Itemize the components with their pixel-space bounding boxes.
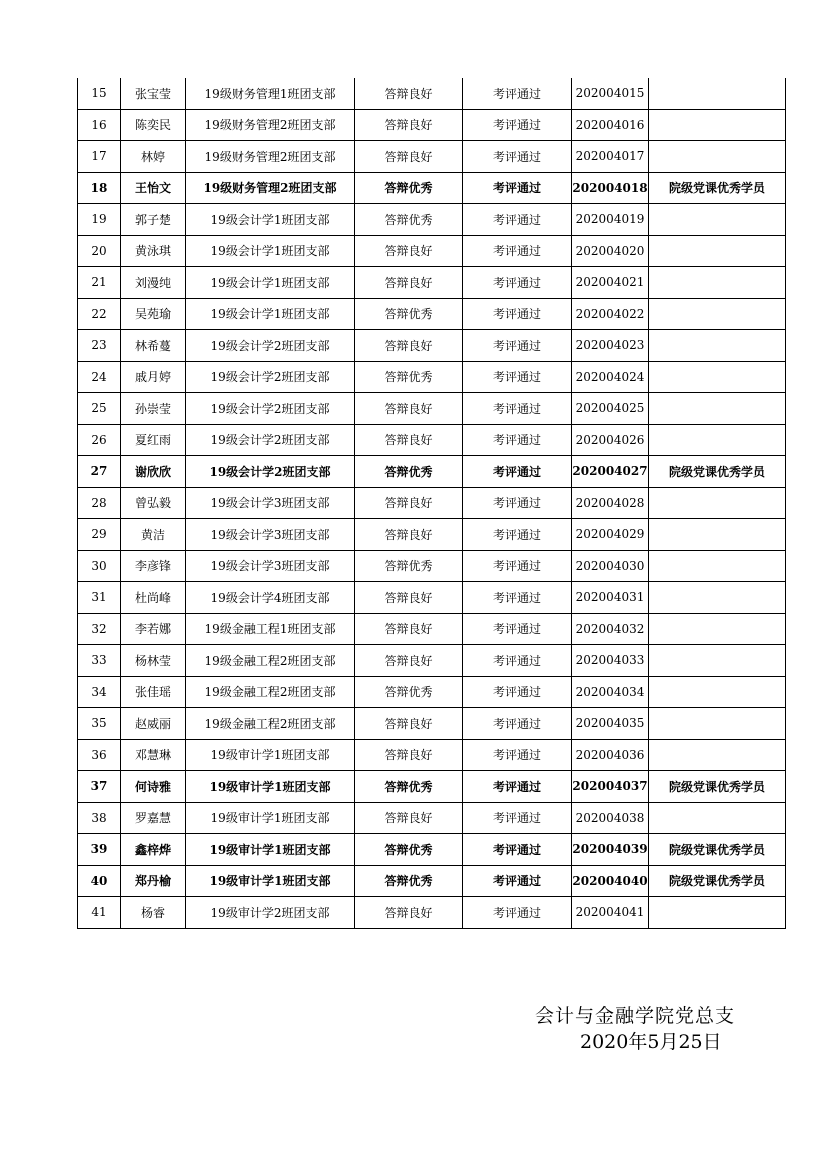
honor-note xyxy=(649,424,786,456)
league-branch: 19级审计学1班团支部 xyxy=(186,834,355,866)
student-code: 202004026 xyxy=(572,424,649,456)
review-result: 考评通过 xyxy=(463,834,572,866)
table-row xyxy=(78,172,786,204)
row-number: 15 xyxy=(78,78,121,109)
row-number: 40 xyxy=(78,865,121,897)
student-name: 李彦锋 xyxy=(121,550,186,582)
row-number: 37 xyxy=(78,771,121,803)
table-row xyxy=(78,582,786,614)
honor-note xyxy=(649,204,786,236)
row-number: 26 xyxy=(78,424,121,456)
honor-note xyxy=(649,141,786,173)
review-result: 考评通过 xyxy=(463,424,572,456)
row-number: 36 xyxy=(78,739,121,771)
league-branch: 19级会计学2班团支部 xyxy=(186,330,355,362)
league-branch: 19级会计学1班团支部 xyxy=(186,204,355,236)
student-code: 202004018 xyxy=(572,172,649,204)
honor-note xyxy=(649,676,786,708)
league-branch: 19级金融工程1班团支部 xyxy=(186,613,355,645)
table-row xyxy=(78,393,786,425)
student-name: 吴苑瑜 xyxy=(121,298,186,330)
honor-note xyxy=(649,708,786,740)
defense-result: 答辩良好 xyxy=(355,235,463,267)
honor-note xyxy=(649,393,786,425)
defense-result: 答辩良好 xyxy=(355,519,463,551)
student-code: 202004038 xyxy=(572,802,649,834)
league-branch: 19级会计学1班团支部 xyxy=(186,267,355,299)
league-branch: 19级审计学1班团支部 xyxy=(186,865,355,897)
student-name: 孙崇莹 xyxy=(121,393,186,425)
student-name: 罗嘉慧 xyxy=(121,802,186,834)
row-number: 18 xyxy=(78,172,121,204)
row-number: 30 xyxy=(78,550,121,582)
defense-result: 答辩良好 xyxy=(355,78,463,109)
review-result: 考评通过 xyxy=(463,172,572,204)
review-result: 考评通过 xyxy=(463,393,572,425)
league-branch: 19级财务管理1班团支部 xyxy=(186,78,355,109)
student-name: 刘漫纯 xyxy=(121,267,186,299)
row-number: 32 xyxy=(78,613,121,645)
defense-result: 答辩良好 xyxy=(355,393,463,425)
honor-note xyxy=(649,802,786,834)
league-branch: 19级财务管理2班团支部 xyxy=(186,172,355,204)
student-code: 202004036 xyxy=(572,739,649,771)
signature-block xyxy=(535,1003,765,1055)
defense-result: 答辩良好 xyxy=(355,141,463,173)
table-row xyxy=(78,771,786,803)
student-name: 何诗雅 xyxy=(121,771,186,803)
student-name: 黄洁 xyxy=(121,519,186,551)
row-number: 33 xyxy=(78,645,121,677)
league-branch: 19级财务管理2班团支部 xyxy=(186,109,355,141)
table-row xyxy=(78,550,786,582)
student-code: 202004031 xyxy=(572,582,649,614)
table-row xyxy=(78,361,786,393)
review-result: 考评通过 xyxy=(463,109,572,141)
table-row xyxy=(78,897,786,929)
defense-result: 答辩优秀 xyxy=(355,676,463,708)
league-branch: 19级会计学3班团支部 xyxy=(186,487,355,519)
review-result: 考评通过 xyxy=(463,613,572,645)
student-name: 黄泳琪 xyxy=(121,235,186,267)
defense-result: 答辩良好 xyxy=(355,424,463,456)
student-code: 202004016 xyxy=(572,109,649,141)
student-code: 202004041 xyxy=(572,897,649,929)
student-code: 202004029 xyxy=(572,519,649,551)
league-branch: 19级审计学1班团支部 xyxy=(186,802,355,834)
defense-result: 答辩优秀 xyxy=(355,456,463,488)
review-result: 考评通过 xyxy=(463,487,572,519)
defense-result: 答辩优秀 xyxy=(355,172,463,204)
league-branch: 19级审计学2班团支部 xyxy=(186,897,355,929)
defense-result: 答辩优秀 xyxy=(355,361,463,393)
row-number: 21 xyxy=(78,267,121,299)
honor-note xyxy=(649,267,786,299)
student-code: 202004022 xyxy=(572,298,649,330)
table-row xyxy=(78,676,786,708)
table-row xyxy=(78,865,786,897)
honor-note xyxy=(649,645,786,677)
defense-result: 答辩良好 xyxy=(355,487,463,519)
row-number: 38 xyxy=(78,802,121,834)
row-number: 16 xyxy=(78,109,121,141)
student-name: 杨林莹 xyxy=(121,645,186,677)
review-result: 考评通过 xyxy=(463,771,572,803)
league-branch: 19级会计学1班团支部 xyxy=(186,235,355,267)
student-code: 202004023 xyxy=(572,330,649,362)
table-row xyxy=(78,235,786,267)
honor-note: 院级党课优秀学员 xyxy=(649,456,786,488)
student-code: 202004034 xyxy=(572,676,649,708)
honor-note xyxy=(649,550,786,582)
defense-result: 答辩良好 xyxy=(355,645,463,677)
student-code: 202004035 xyxy=(572,708,649,740)
student-name: 郑丹榆 xyxy=(121,865,186,897)
honor-note: 院级党课优秀学员 xyxy=(649,865,786,897)
student-name: 林婷 xyxy=(121,141,186,173)
league-branch: 19级会计学1班团支部 xyxy=(186,298,355,330)
defense-result: 答辩良好 xyxy=(355,330,463,362)
honor-note xyxy=(649,582,786,614)
defense-result: 答辩良好 xyxy=(355,708,463,740)
league-branch: 19级审计学1班团支部 xyxy=(186,739,355,771)
review-result: 考评通过 xyxy=(463,645,572,677)
defense-result: 答辩良好 xyxy=(355,267,463,299)
student-name: 杜尚峰 xyxy=(121,582,186,614)
review-result: 考评通过 xyxy=(463,865,572,897)
row-number: 34 xyxy=(78,676,121,708)
student-code: 202004030 xyxy=(572,550,649,582)
student-name: 夏红雨 xyxy=(121,424,186,456)
honor-note xyxy=(649,613,786,645)
review-result: 考评通过 xyxy=(463,204,572,236)
defense-result: 答辩优秀 xyxy=(355,550,463,582)
roster-body xyxy=(78,78,786,928)
league-branch: 19级会计学2班团支部 xyxy=(186,456,355,488)
student-name: 曾弘毅 xyxy=(121,487,186,519)
league-branch: 19级会计学4班团支部 xyxy=(186,582,355,614)
review-result: 考评通过 xyxy=(463,519,572,551)
row-number: 17 xyxy=(78,141,121,173)
row-number: 25 xyxy=(78,393,121,425)
student-name: 陈奕民 xyxy=(121,109,186,141)
student-name: 郭子楚 xyxy=(121,204,186,236)
table-row xyxy=(78,613,786,645)
table-row xyxy=(78,456,786,488)
honor-note xyxy=(649,235,786,267)
honor-note xyxy=(649,739,786,771)
defense-result: 答辩良好 xyxy=(355,739,463,771)
honor-note: 院级党课优秀学员 xyxy=(649,172,786,204)
league-branch: 19级金融工程2班团支部 xyxy=(186,645,355,677)
row-number: 29 xyxy=(78,519,121,551)
league-branch: 19级会计学3班团支部 xyxy=(186,519,355,551)
honor-note xyxy=(649,330,786,362)
league-branch: 19级会计学2班团支部 xyxy=(186,393,355,425)
row-number: 41 xyxy=(78,897,121,929)
review-result: 考评通过 xyxy=(463,802,572,834)
honor-note: 院级党课优秀学员 xyxy=(649,834,786,866)
review-result: 考评通过 xyxy=(463,361,572,393)
student-code: 202004020 xyxy=(572,235,649,267)
honor-note: 院级党课优秀学员 xyxy=(649,771,786,803)
review-result: 考评通过 xyxy=(463,897,572,929)
student-name: 赵威丽 xyxy=(121,708,186,740)
row-number: 27 xyxy=(78,456,121,488)
student-name: 邓慧琳 xyxy=(121,739,186,771)
defense-result: 答辩优秀 xyxy=(355,771,463,803)
honor-note xyxy=(649,361,786,393)
table-row xyxy=(78,109,786,141)
review-result: 考评通过 xyxy=(463,141,572,173)
table-row xyxy=(78,267,786,299)
student-code: 202004037 xyxy=(572,771,649,803)
table-row xyxy=(78,204,786,236)
honor-note xyxy=(649,519,786,551)
defense-result: 答辩良好 xyxy=(355,613,463,645)
review-result: 考评通过 xyxy=(463,456,572,488)
honor-note xyxy=(649,298,786,330)
student-name: 谢欣欣 xyxy=(121,456,186,488)
table-row xyxy=(78,802,786,834)
student-code: 202004024 xyxy=(572,361,649,393)
row-number: 24 xyxy=(78,361,121,393)
defense-result: 答辩优秀 xyxy=(355,298,463,330)
league-branch: 19级财务管理2班团支部 xyxy=(186,141,355,173)
table-row xyxy=(78,834,786,866)
review-result: 考评通过 xyxy=(463,78,572,109)
table-row xyxy=(78,708,786,740)
review-result: 考评通过 xyxy=(463,676,572,708)
student-code: 202004025 xyxy=(572,393,649,425)
honor-note xyxy=(649,78,786,109)
review-result: 考评通过 xyxy=(463,330,572,362)
row-number: 31 xyxy=(78,582,121,614)
table-row xyxy=(78,298,786,330)
student-code: 202004017 xyxy=(572,141,649,173)
review-result: 考评通过 xyxy=(463,235,572,267)
table-row xyxy=(78,424,786,456)
student-name: 戚月婷 xyxy=(121,361,186,393)
student-code: 202004040 xyxy=(572,865,649,897)
review-result: 考评通过 xyxy=(463,739,572,771)
review-result: 考评通过 xyxy=(463,267,572,299)
student-code: 202004027 xyxy=(572,456,649,488)
table-row xyxy=(78,78,786,109)
table-row xyxy=(78,645,786,677)
student-name: 鑫梓烨 xyxy=(121,834,186,866)
row-number: 39 xyxy=(78,834,121,866)
student-name: 张宝莹 xyxy=(121,78,186,109)
defense-result: 答辩良好 xyxy=(355,897,463,929)
defense-result: 答辩优秀 xyxy=(355,865,463,897)
row-number: 23 xyxy=(78,330,121,362)
table-row xyxy=(78,519,786,551)
student-name: 李若娜 xyxy=(121,613,186,645)
table-row xyxy=(78,739,786,771)
league-branch: 19级会计学3班团支部 xyxy=(186,550,355,582)
student-code: 202004019 xyxy=(572,204,649,236)
defense-result: 答辩优秀 xyxy=(355,834,463,866)
review-result: 考评通过 xyxy=(463,708,572,740)
student-code: 202004015 xyxy=(572,78,649,109)
row-number: 35 xyxy=(78,708,121,740)
student-name: 王怡文 xyxy=(121,172,186,204)
defense-result: 答辩良好 xyxy=(355,109,463,141)
honor-note xyxy=(649,897,786,929)
student-code: 202004021 xyxy=(572,267,649,299)
student-code: 202004033 xyxy=(572,645,649,677)
table-row xyxy=(78,330,786,362)
defense-result: 答辩良好 xyxy=(355,802,463,834)
row-number: 20 xyxy=(78,235,121,267)
student-name: 林希蔓 xyxy=(121,330,186,362)
student-name: 杨睿 xyxy=(121,897,186,929)
defense-result: 答辩优秀 xyxy=(355,204,463,236)
student-code: 202004039 xyxy=(572,834,649,866)
league-branch: 19级会计学2班团支部 xyxy=(186,424,355,456)
row-number: 19 xyxy=(78,204,121,236)
student-code: 202004028 xyxy=(572,487,649,519)
honor-note xyxy=(649,487,786,519)
defense-result: 答辩良好 xyxy=(355,582,463,614)
league-branch: 19级审计学1班团支部 xyxy=(186,771,355,803)
student-code: 202004032 xyxy=(572,613,649,645)
table-row xyxy=(78,487,786,519)
league-branch: 19级会计学2班团支部 xyxy=(186,361,355,393)
review-result: 考评通过 xyxy=(463,550,572,582)
review-result: 考评通过 xyxy=(463,298,572,330)
table-row xyxy=(78,141,786,173)
league-branch: 19级金融工程2班团支部 xyxy=(186,676,355,708)
league-branch: 19级金融工程2班团支部 xyxy=(186,708,355,740)
review-result: 考评通过 xyxy=(463,582,572,614)
student-name: 张佳瑶 xyxy=(121,676,186,708)
student-roster-table xyxy=(77,78,786,929)
row-number: 28 xyxy=(78,487,121,519)
row-number: 22 xyxy=(78,298,121,330)
honor-note xyxy=(649,109,786,141)
issuing-organization: 会计与金融学院党总支 xyxy=(535,1005,736,1027)
issue-date: 2020年5月25日 xyxy=(580,1031,722,1053)
